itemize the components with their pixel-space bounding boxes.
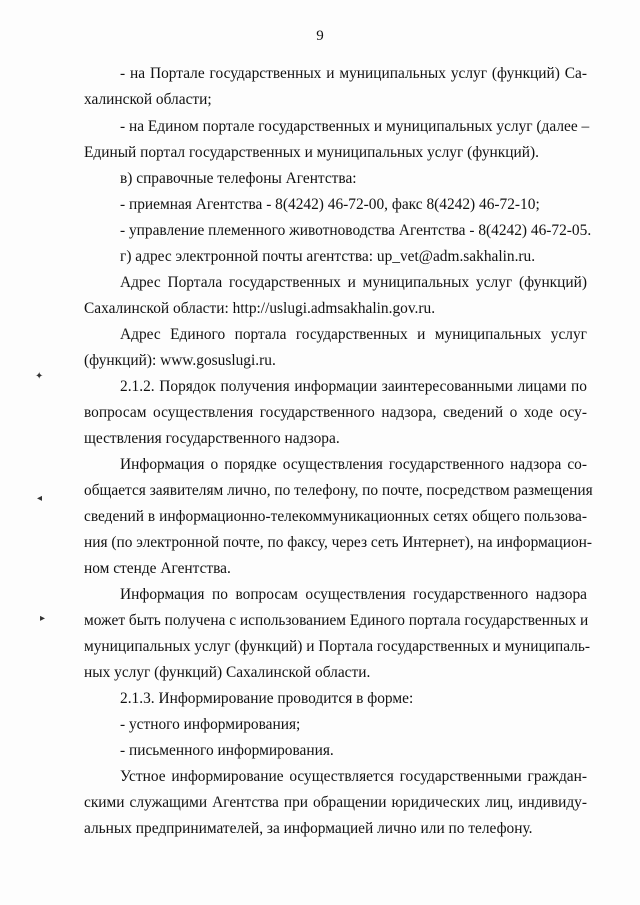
page-number: 9 (316, 28, 324, 44)
text-line: общается заявителям лично, по телефону, по почте, посредством размещения (84, 482, 593, 499)
text-line: Адрес Единого портала государственных и муниципальных услуг (120, 326, 587, 343)
text-line: - приемная Агентства - 8(4242) 46-72-00, факс 8(4242) 46-72-10; (120, 196, 540, 213)
text-line: (функций): www.gosuslugi.ru. (84, 352, 276, 369)
text-line: - на Едином портале государственных и муниципальных услуг (далее – (120, 118, 590, 135)
scan-mark: ✦ (35, 371, 44, 382)
text-line: может быть получена с использованием Единого портала государственных и (84, 612, 589, 629)
text-line: - на Портале государственных и муниципальных услуг (функций) Са- (120, 65, 587, 82)
text-line: в) справочные телефоны Агентства: (120, 170, 357, 187)
text-line: ных услуг (функций) Сахалинской области. (84, 664, 371, 681)
text-line: Адрес Портала государственных и муниципальных услуг (функций) (120, 274, 587, 291)
text-line: - управление племенного животноводства Агентства - 8(4242) 46-72-05. (120, 222, 592, 239)
scan-mark: ◂ (37, 493, 43, 504)
text-line: Информация по вопросам осуществления государственного надзора (120, 586, 587, 603)
scan-mark: ▸ (40, 613, 46, 624)
text-line: 2.1.2. Порядок получения информации заинтересованными лицами по (120, 378, 587, 395)
text-line: Сахалинской области: http://uslugi.admsakhalin.gov.ru. (84, 300, 436, 317)
text-line: вопросам осуществления государственного надзора, сведений о ходе осу- (84, 404, 587, 421)
text-line: скими служащими Агентства при обращении юридических лиц, индивиду- (84, 794, 587, 811)
text-line: ния (по электронной почте, по факсу, через сеть Интернет), на информацион- (84, 534, 593, 551)
text-line: Единый портал государственных и муниципальных услуг (функций). (84, 144, 539, 161)
text-line: 2.1.3. Информирование проводится в форме: (120, 690, 414, 707)
text-line: - письменного информирования. (120, 742, 334, 759)
text-line: Устное информирование осуществляется государственными граждан- (120, 768, 587, 785)
text-line: муниципальных услуг (функций) и Портала государственных и муниципаль- (84, 638, 591, 655)
text-line: сведений в информационно-телекоммуникационных сетях общего пользова- (84, 508, 587, 525)
text-line: ществления государственного надзора. (84, 430, 340, 447)
text-line: г) адрес электронной почты агентства: up_vet@adm.sakhalin.ru. (120, 248, 536, 265)
text-line: альных предпринимателей, за информацией лично или по телефону. (84, 820, 533, 837)
text-line: ном стенде Агентства. (84, 560, 231, 577)
text-line: халинской области; (84, 91, 212, 108)
text-line: Информация о порядке осуществления государственного надзора со- (120, 456, 587, 473)
text-line: - устного информирования; (120, 716, 301, 733)
